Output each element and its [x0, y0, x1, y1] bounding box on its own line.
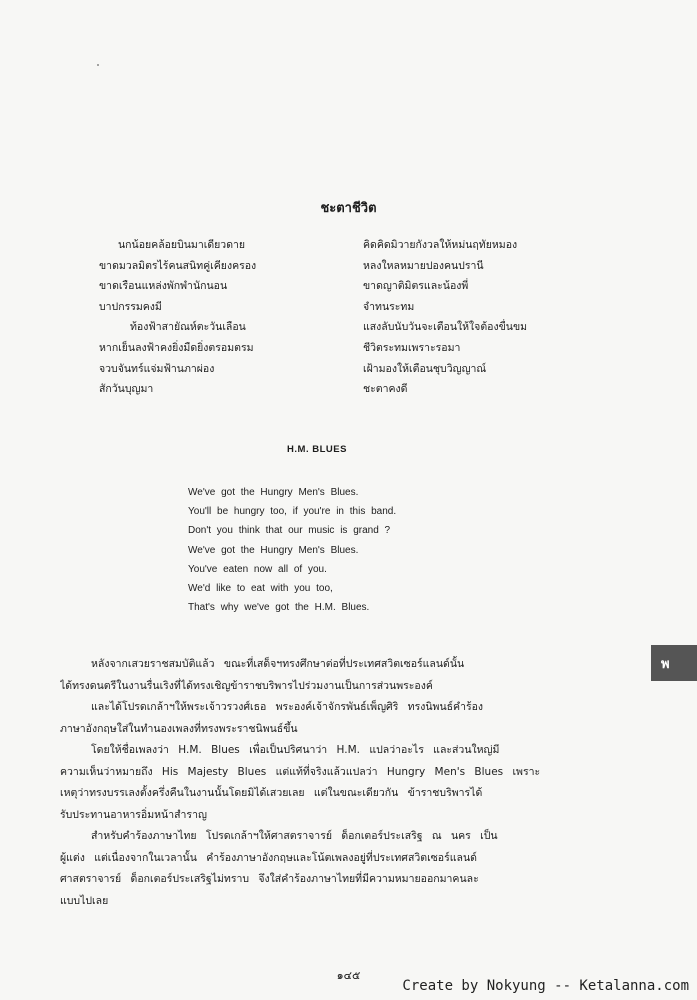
lyric-line: We've got the Hungry Men's Blues.: [188, 544, 359, 556]
poem-title: ชะตาชีวิต: [320, 201, 377, 216]
body-line: โดยให้ชื่อเพลงว่า H.M. Blues เพื่อเป็นปริศนาว่า H.M. แปลว่าอะไร และส่วนใหญ่มี: [91, 744, 500, 756]
body-line: รับประทานอาหารอิ่มหน้าสำราญ: [60, 808, 207, 821]
lyric-line: That's why we've got the H.M. Blues.: [188, 602, 370, 614]
lyric-line: You'll be hungry too, if you're in this band.: [188, 506, 397, 518]
poem-line: ขาดมวลมิตรไร้คนสนิทคู่เคียงครอง: [99, 259, 257, 272]
scan-speck: [97, 64, 99, 66]
poem-left-column: [99, 235, 256, 400]
poem-line: ชะตาคงดี: [363, 383, 408, 396]
body-line: ผู้แต่ง แต่เนื่องจากในเวลานั้น คำร้องภาษาอังกฤษและโน้ตเพลงอยู่ที่ประเทศสวิตเซอร์แลนด์: [60, 851, 477, 864]
body-text: [60, 654, 620, 912]
poem-line: จำทนระทม: [363, 300, 415, 313]
poem-right-column: [363, 235, 527, 400]
poem-line: บาปกรรมคงมี: [99, 300, 162, 313]
body-line: สำหรับคำร้องภาษาไทย โปรดเกล้าฯให้ศาสตราจารย์ ด็อกเตอร์ประเสริฐ ณ นคร เป็น: [91, 830, 498, 842]
poem-line: จวบจันทร์แจ่มฟ้านภาผ่อง: [99, 362, 215, 375]
body-line: ความเห็นว่าหมายถึง His Majesty Blues แต่แท้ที่จริงแล้วแปลว่า Hungry Men's Blues เพราะ: [60, 765, 541, 778]
song-lyrics: [188, 483, 448, 617]
poem-line: ขาดเรือนแหล่งพักพำนักนอน: [99, 280, 228, 293]
poem-line: ท้องฟ้าสายัณห์ตะวันเลือน: [130, 321, 246, 334]
credit-watermark: Create by Nokyung -- Ketalanna.com: [402, 978, 689, 994]
poem-line: คิดคิดมิวายกังวลให้หม่นฤทัยหมอง: [363, 239, 518, 251]
lyric-line: Don't you think that our music is grand ?: [188, 525, 391, 537]
poem-line: ขาดญาติมิตรและน้องพี่: [363, 280, 469, 293]
body-line: ได้ทรงดนตรีในงานรื่นเริงที่ได้ทรงเชิญข้าราชบริพารไปร่วมงานเป็นการส่วนพระองค์: [60, 679, 433, 692]
lyric-line: We've got the Hungry Men's Blues.: [188, 487, 359, 498]
poem-line: สักวันบุญมา: [99, 383, 154, 396]
lyric-line: We'd like to eat with you too,: [188, 583, 333, 595]
body-line: ภาษาอังกฤษใส่ในทำนองเพลงที่ทรงพระราชนิพนธ์ขึ้น: [60, 722, 298, 735]
poem-line: ชีวิตระทมเพราะรอมา: [363, 341, 461, 354]
body-line: ศาสตราจารย์ ด็อกเตอร์ประเสริฐไม่ทราบ จึงใส่คำร้องภาษาไทยที่มีความหมายออกมาคนละ: [60, 873, 479, 885]
poem-line: นกน้อยคล้อยบินมาเดียวดาย: [118, 239, 246, 251]
lyric-line: You've eaten now all of you.: [188, 563, 327, 575]
body-line: แบบไปเลย: [60, 894, 109, 907]
poem-line: เฝ้ามองให้เตือนชุบวิญญาณ์: [363, 362, 487, 375]
song-title: H.M. BLUES: [287, 444, 347, 455]
poem-line: หากเย็นลงฟ้าคงยิ่งมืดยิ่งตรอมตรม: [99, 341, 254, 354]
body-line: หลังจากเสวยราชสมบัติแล้ว ขณะที่เสด็จฯทรงศึกษาต่อที่ประเทศสวิตเซอร์แลนด์นั้น: [91, 658, 465, 670]
page-number: ๑๔๕: [336, 969, 361, 982]
section-tab: พ: [651, 645, 697, 681]
poem-line: แสงลับนับวันจะเตือนให้ใจต้องขื่นขม: [363, 321, 528, 334]
poem-line: หลงใหลหมายปองคนปรานี: [363, 259, 484, 272]
body-line: เหตุว่าทรงบรรเลงตั้งครึ่งคืนในงานนั้นโดยมิได้เสวยเลย แต่ในขณะเดียวกัน ข้าราชบริพารได้: [60, 787, 483, 799]
body-line: และได้โปรดเกล้าฯให้พระเจ้าวรวงศ์เธอ พระองค์เจ้าจักรพันธ์เพ็ญศิริ ทรงนิพนธ์คำร้อง: [91, 701, 484, 713]
